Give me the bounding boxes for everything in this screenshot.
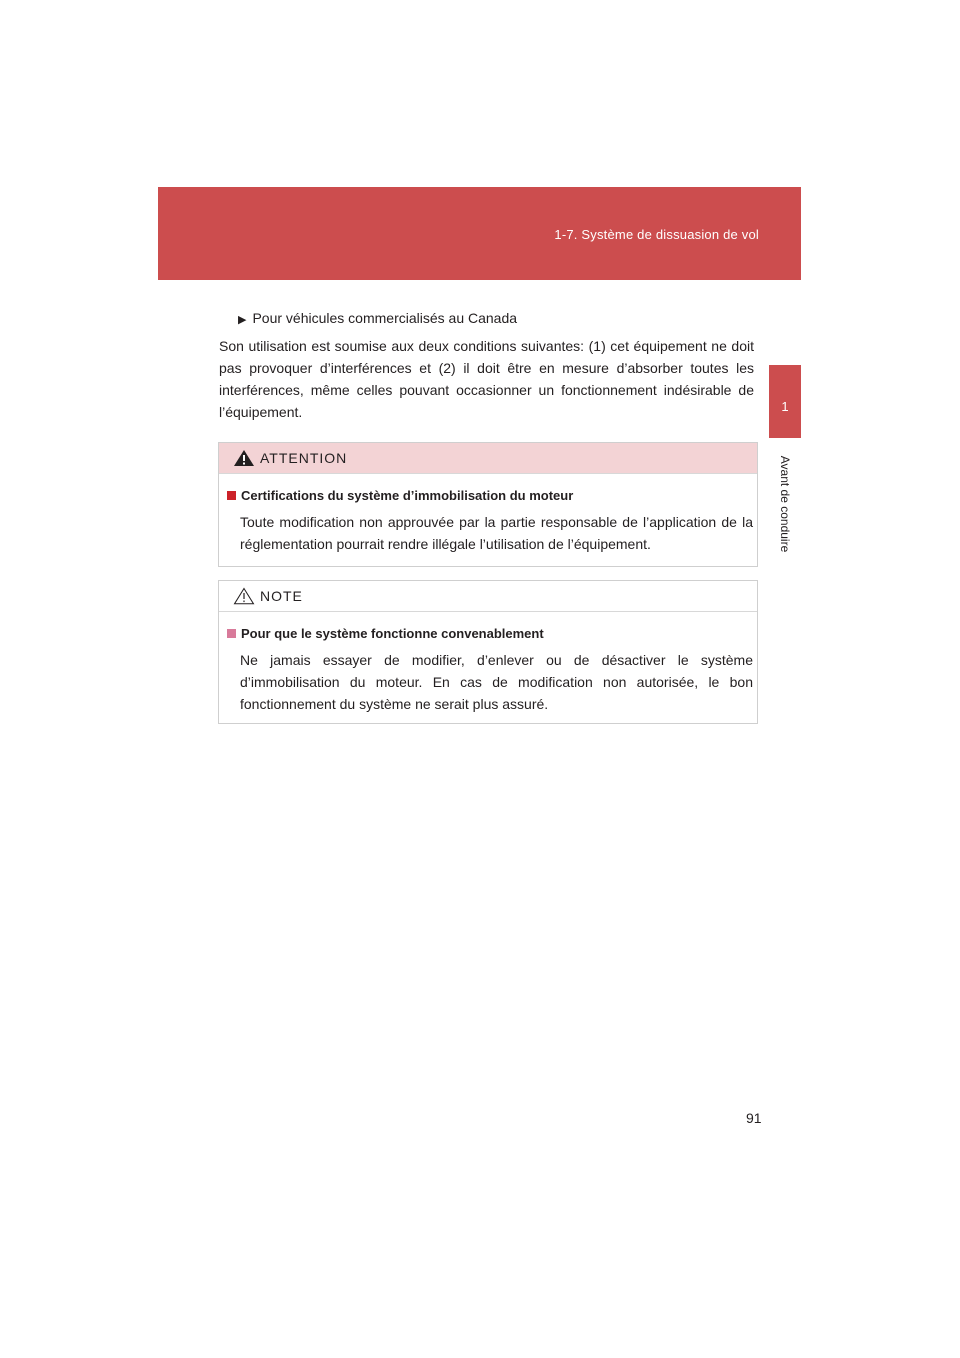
note-item-title [227, 626, 544, 641]
attention-label: ATTENTION [260, 450, 348, 466]
note-header [219, 581, 757, 612]
attention-header [219, 443, 757, 474]
attention-item-title-text: Certifications du système d’immobilisation du moteur [241, 488, 574, 503]
caution-outline-icon [233, 587, 255, 605]
note-box [218, 580, 758, 724]
triangle-bullet-icon: ▶ [238, 314, 247, 326]
square-bullet-icon [227, 629, 236, 638]
attention-item-text: Toute modification non approuvée par la partie responsable de l’application de la réglementation pourrait rendre illégale l’utilisation de l’équipement. [240, 514, 753, 552]
note-item-title-text: Pour que le système fonctionne convenablement [241, 626, 544, 641]
section-title: 1-7. Système de dissuasion de vol [554, 227, 759, 242]
bullet-heading [238, 310, 517, 326]
chapter-tab [769, 365, 801, 438]
body-paragraph: Son utilisation est soumise aux deux conditions suivantes: (1) cet équipement ne doit pas provoquer d’interférences et (2) il doit être en mesure d’absorber toutes les interférences, même celles pouvant occasionner un fonctionnement indésirable de l’équipement. [219, 338, 754, 420]
warning-icon [233, 449, 255, 467]
note-label: NOTE [260, 588, 303, 604]
bullet-heading-text: Pour véhicules commercialisés au Canada [252, 310, 518, 326]
chapter-number: 1 [781, 399, 789, 414]
attention-item-title [227, 488, 573, 503]
note-item-text: Ne jamais essayer de modifier, d’enlever ou de désactiver le système d’immobilisation du moteur. En cas de modification non autorisée, le bon fonctionnement du système ne serait plus assuré. [240, 652, 753, 712]
chapter-label-text: Avant de conduire [778, 455, 792, 553]
attention-box [218, 442, 758, 567]
page-number: 91 [746, 1110, 762, 1126]
square-bullet-icon [227, 491, 236, 500]
header-band [158, 187, 801, 280]
chapter-label [771, 444, 799, 564]
